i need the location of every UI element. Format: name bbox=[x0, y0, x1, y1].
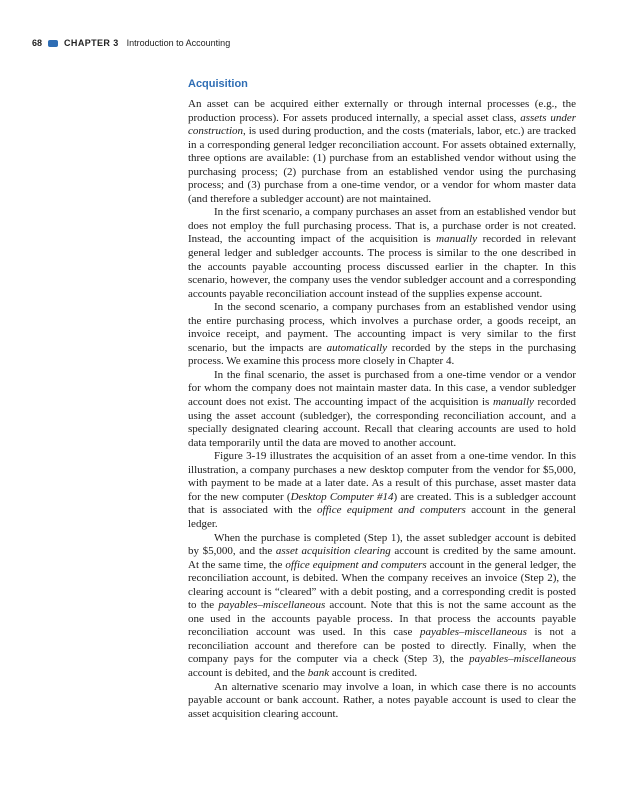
text-run: account in the general ledger, the reconciliation account, is debited. When the company receives an invoice (Step 2), the clearing account is “cleared” with a debit posting, and a corresponding credit is posted to the bbox=[188, 558, 577, 612]
text-run: In the second scenario, a company purchases from an established vendor using the entire purchasing process, which involves a purchase order, a goods receipt, an invoice receipt, and payment. The accounting impact is very similar to the first scenario, but the impacts are bbox=[188, 301, 576, 354]
text-run: When the purchase is completed (Step 1), the asset subledger account is debited by $5,000, and the bbox=[188, 531, 576, 558]
paragraph bbox=[188, 301, 576, 369]
paragraph bbox=[188, 206, 576, 301]
section-heading: Acquisition bbox=[188, 78, 248, 90]
paragraph bbox=[188, 98, 576, 206]
italic-term: payables–miscellaneous bbox=[469, 653, 576, 666]
italic-term: assets under construction bbox=[188, 111, 576, 138]
text-run: account. Note that this is not the same account as the one used in the accounts payable process. In that process the accounts payable reconciliation account was used. In this case bbox=[188, 599, 576, 639]
text-run: In the final scenario, the asset is purchased from a one-time vendor or a vendor for whom the company does not maintain master data. In this case, a vendor subledger account does not exist. The accounting impact of the acquisition is bbox=[188, 368, 576, 409]
header-bullet-icon bbox=[48, 40, 58, 47]
running-header bbox=[32, 38, 230, 48]
italic-term: office equipment and computers bbox=[285, 558, 427, 571]
italic-term: asset acquisition clearing bbox=[275, 545, 391, 558]
text-run: In the first scenario, a company purchases an asset from an established vendor but does not employ the full purchasing process. That is, a purchase order is not created. Instead, the accounting impact of the acquisition is bbox=[188, 206, 576, 246]
text-run: account in the general ledger. bbox=[188, 504, 576, 530]
italic-term: payables–miscellaneous bbox=[218, 599, 326, 612]
text-run: recorded in relevant general ledger and subledger accounts. The process is similar to the one described in the accounts payable accounting process discussed earlier in the chapter. In this scenario, however, the company uses the vendor subledger account and a corresponding accounts payable reconciliation account instead of the supplies expense account. bbox=[188, 233, 577, 300]
chapter-title: Introduction to Accounting bbox=[126, 38, 231, 48]
italic-term: office equipment and computers bbox=[317, 504, 466, 517]
italic-term: bank bbox=[307, 666, 330, 679]
paragraph bbox=[188, 681, 576, 722]
italic-term: automatically bbox=[326, 341, 388, 354]
italic-term: manually bbox=[436, 233, 478, 246]
text-run: account is credited by the same amount. At the same time, the bbox=[188, 545, 577, 571]
chapter-label: CHAPTER 3 bbox=[64, 38, 119, 48]
text-run: account is credited. bbox=[329, 666, 418, 679]
page-number: 68 bbox=[32, 38, 43, 48]
italic-term: manually bbox=[492, 396, 534, 409]
text-run: Figure 3-19 illustrates the acquisition of an asset from a one-time vendor. In this illustration, a company purchases a new desktop computer from the vendor for $5,000, with payment to be made at a later date. As a result of this purchase, asset master data for the new computer ( bbox=[188, 450, 576, 503]
text-run: recorded using the asset account (subledger), the corresponding reconciliation account, and a specially designated clearing account. Recall that clearing accounts are used to hold data temporarily until the data are moved to another account. bbox=[188, 396, 576, 449]
body-text bbox=[188, 98, 576, 721]
paragraph bbox=[188, 369, 576, 450]
text-run: recorded by the steps in the purchasing process. We examine this process more closely in Chapter 4. bbox=[188, 341, 576, 368]
text-run: ) are created. This is a subledger account that is associated with the bbox=[188, 490, 577, 517]
text-run: account is debited, and the bbox=[188, 666, 308, 679]
text-run: An asset can be acquired either externally or through internal processes (e.g., the production process). For assets produced internally, a special asset class, bbox=[188, 98, 576, 124]
paragraph bbox=[188, 532, 576, 681]
text-run: , is used during production, and the costs (materials, labor, etc.) are tracked in a corresponding general ledger reconciliation account. For assets obtained externally, three options are available: (1) purchase from an established vendor without using the purchasing process; (2) purchase from an established vendor using the purchasing process; and (3) purchase from a one-time vendor, or a vendor for whom master data (and therefore a subledger account) are not maintained. bbox=[188, 125, 576, 205]
italic-term: payables–miscellaneous bbox=[419, 626, 527, 639]
text-run: An alternative scenario may involve a loan, in which case there is no accounts payable account or bank account. Rather, a notes payable account is used to clear the asset acquisition clearing account. bbox=[188, 680, 576, 720]
paragraph bbox=[188, 450, 576, 531]
text-run: is not a reconciliation account and therefore can be posted to directly. Finally, when the company pays for the computer via a check (Step 3), the bbox=[188, 626, 576, 666]
italic-term: Desktop Computer #14 bbox=[290, 490, 394, 503]
